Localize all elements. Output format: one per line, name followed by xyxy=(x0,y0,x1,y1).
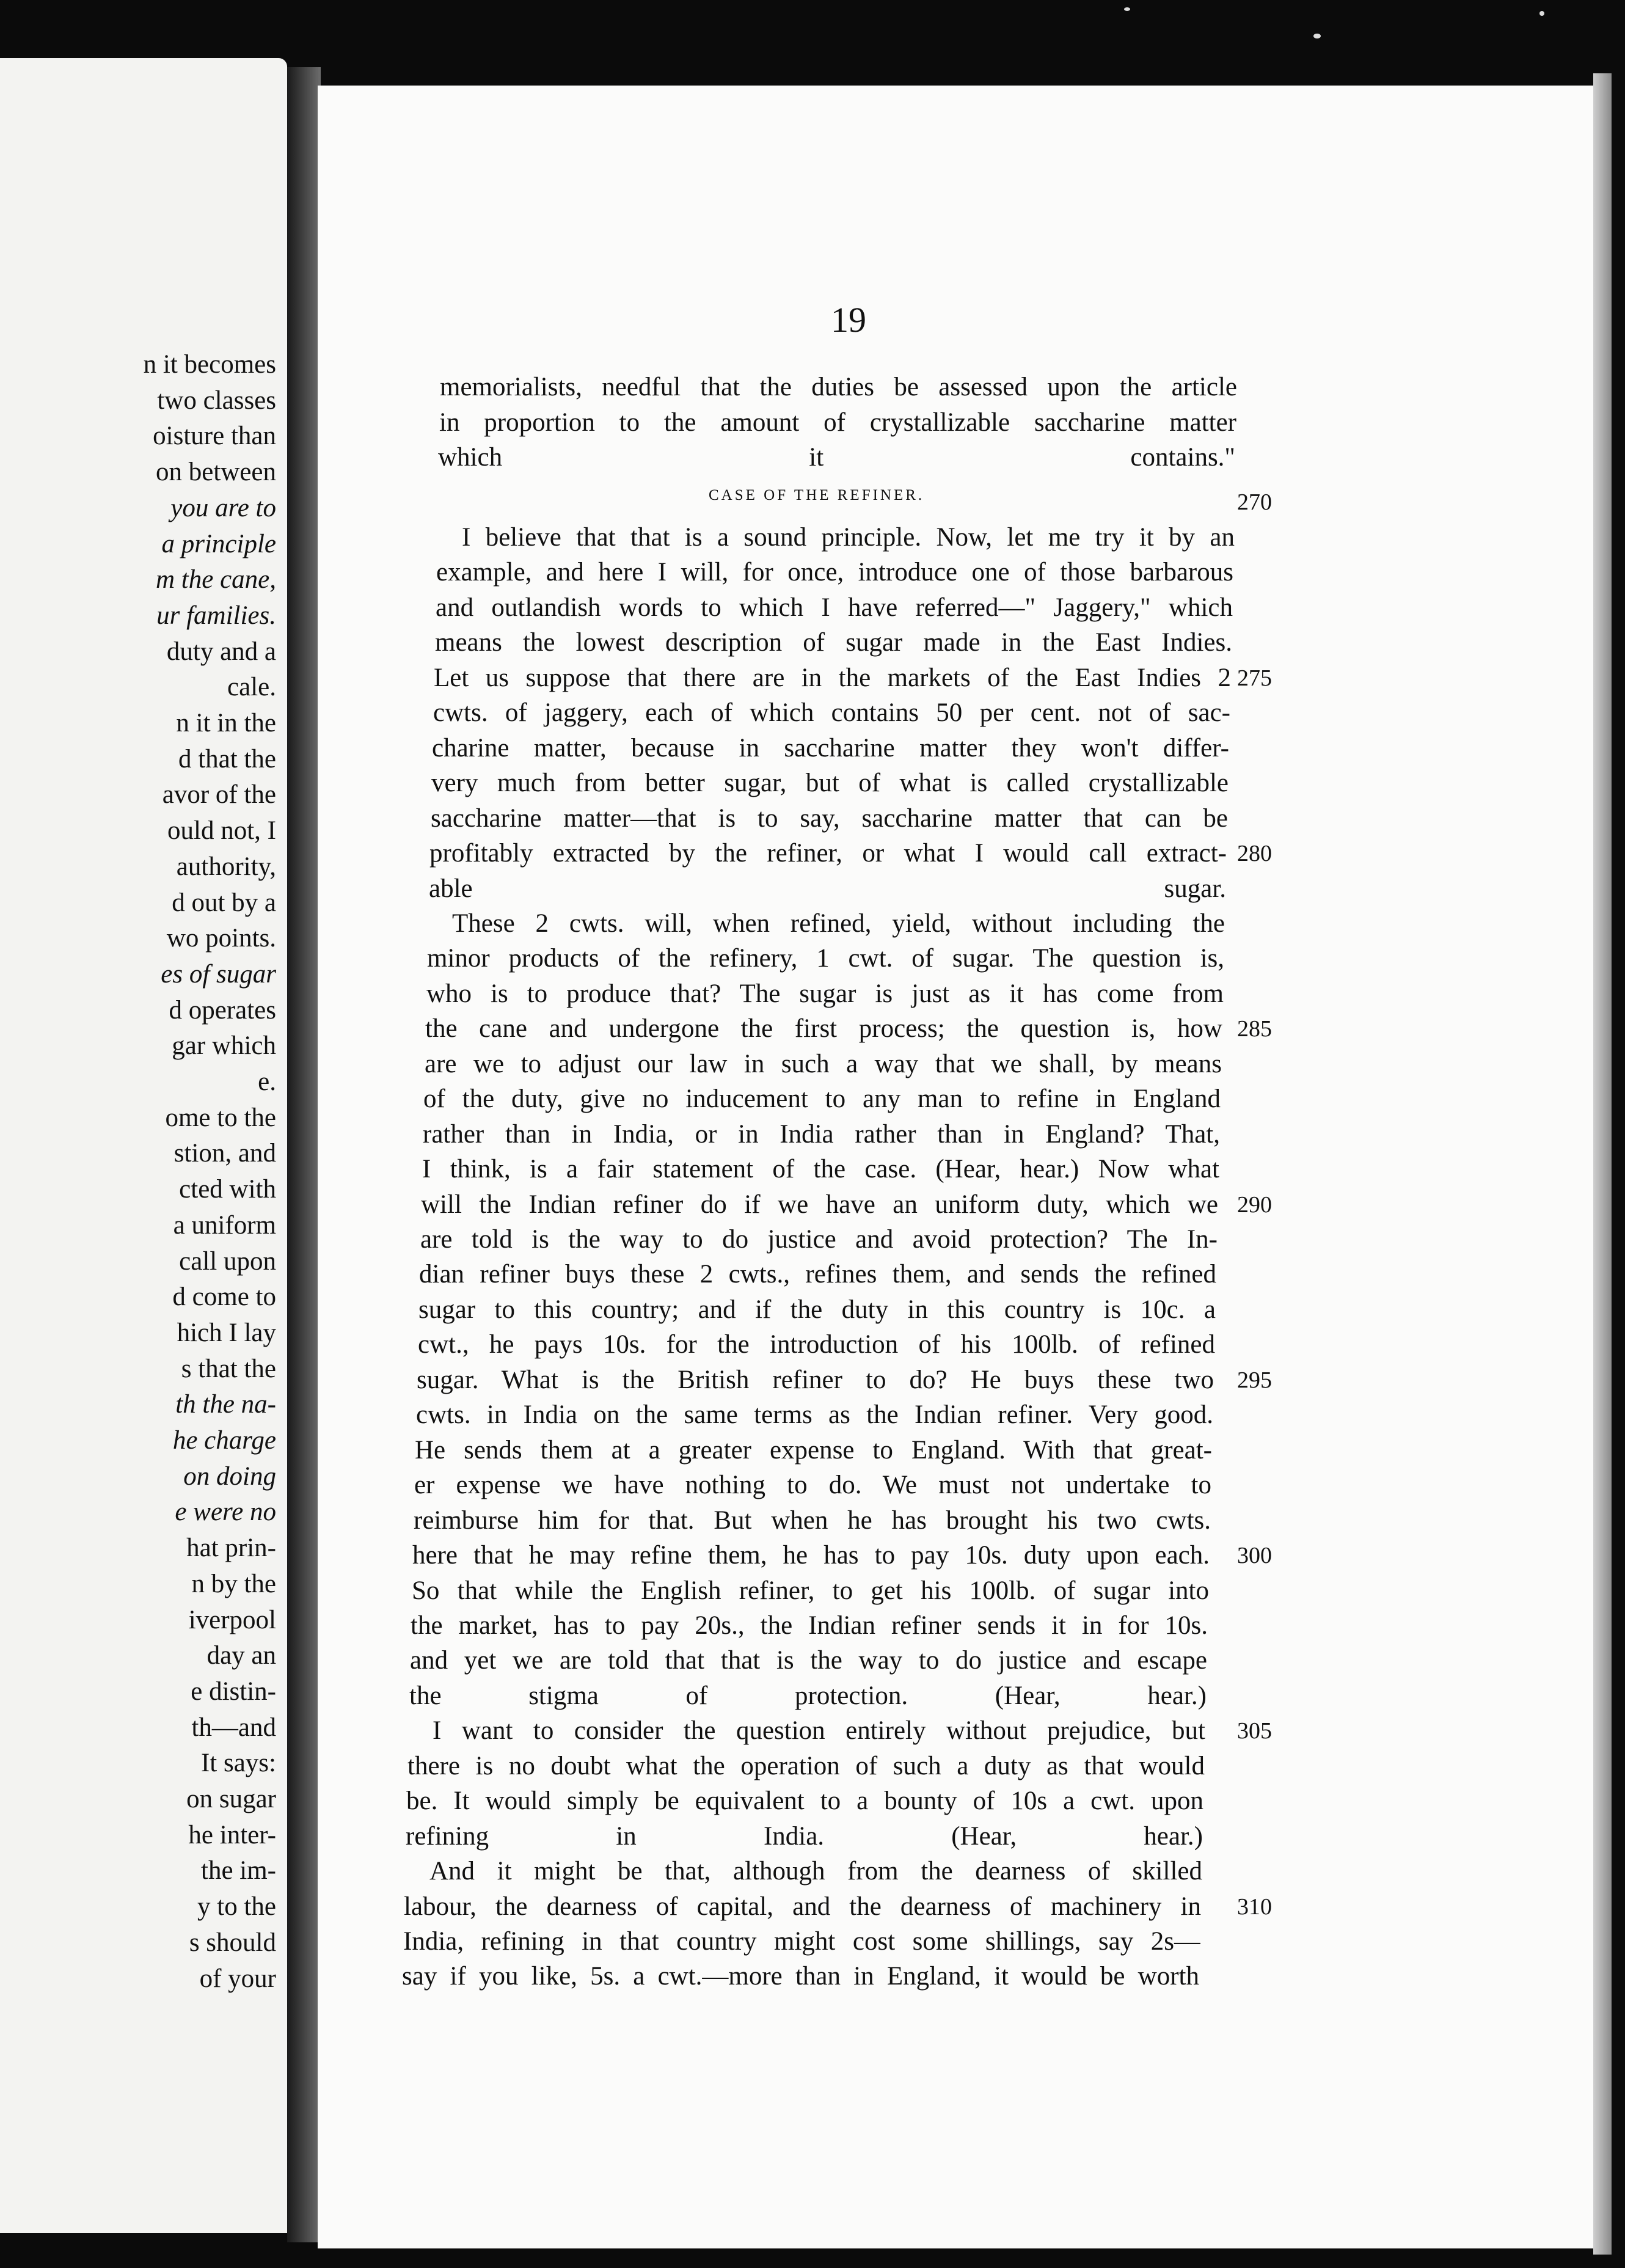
text-line: saccharine matter—that is to say, saccharine matter that can be xyxy=(431,805,1228,833)
text-line: the market, has to pay 20s., the Indian refiner sends it in for 10s. xyxy=(411,1612,1208,1640)
text-line: And it might be that, although from the dearness of skilled xyxy=(429,1858,1202,1886)
margin-line-number: 300 xyxy=(1237,1543,1272,1569)
left-page-line: es of sugar xyxy=(161,959,276,989)
left-page-line: s should xyxy=(189,1928,276,1957)
left-page-line: oisture than xyxy=(153,422,276,451)
left-page-line: the im- xyxy=(201,1856,276,1886)
left-page-line: on between xyxy=(155,458,276,487)
left-page-line: s that the xyxy=(181,1354,276,1383)
text-line: These 2 cwts. will, when refined, yield, without including the xyxy=(452,910,1225,938)
margin-line-number: 310 xyxy=(1237,1893,1272,1920)
left-facing-page xyxy=(0,58,287,2233)
left-page-line: d out by a xyxy=(172,888,276,917)
dust-speck xyxy=(1539,11,1544,16)
text-line: of the duty, give no inducement to any man to refine in England xyxy=(423,1086,1221,1114)
margin-line-number: 285 xyxy=(1237,1016,1272,1042)
left-page-line: m the cane, xyxy=(155,565,276,594)
text-line: profitably extracted by the refiner, or what I would call extract- xyxy=(429,840,1227,868)
text-line: reimburse him for that. But when he has brought his two cwts. xyxy=(414,1507,1211,1535)
book-gutter xyxy=(287,67,321,2242)
left-page-line: a uniform xyxy=(173,1210,276,1240)
left-page-line: n it becomes xyxy=(143,350,276,379)
left-page-line: you are to xyxy=(170,493,276,522)
text-line: memorialists, needful that the duties be assessed upon the article xyxy=(440,374,1237,401)
page-number: 19 xyxy=(831,300,866,340)
text-line: the cane and undergone the first process; the question is, how xyxy=(425,1015,1222,1044)
left-page-line: cted with xyxy=(179,1175,276,1204)
left-page-line: stion, and xyxy=(173,1139,276,1168)
margin-line-number: 280 xyxy=(1237,841,1272,867)
left-page-line: he charge xyxy=(172,1426,276,1455)
text-line: cwts. of jaggery, each of which contains 50 per cent. not of sac- xyxy=(433,700,1230,728)
text-line: minor products of the refinery, 1 cwt. of sugar. The question is, xyxy=(427,945,1224,973)
left-page-line: of your xyxy=(199,1964,276,1993)
left-page-line: th the na- xyxy=(175,1390,276,1419)
text-line: which it contains." xyxy=(438,444,1235,472)
left-page-line: n by the xyxy=(191,1569,276,1598)
margin-line-number: 275 xyxy=(1237,665,1272,691)
text-line: sugar. What is the British refiner to do? He buys these two xyxy=(417,1366,1214,1394)
left-page-line: hat prin- xyxy=(186,1534,276,1563)
left-page-line: he inter- xyxy=(188,1820,276,1849)
margin-line-number: 305 xyxy=(1237,1718,1272,1744)
left-page-line: authority, xyxy=(176,852,276,881)
left-page-line: ould not, I xyxy=(167,816,276,846)
left-page-line: ur families. xyxy=(156,601,276,630)
text-line: labour, the dearness of capital, and the dearness of machinery in xyxy=(404,1893,1201,1921)
text-line: I think, is a fair statement of the case. (Hear, hear.) Now what xyxy=(422,1156,1219,1184)
left-page-line: It says: xyxy=(200,1749,276,1778)
text-line: rather than in India, or in India rather than in England? That, xyxy=(423,1121,1220,1149)
left-page-line: ome to the xyxy=(165,1103,276,1132)
left-page-line: e distin- xyxy=(191,1677,276,1706)
text-line: the stigma of protection. (Hear, hear.) xyxy=(409,1682,1207,1710)
text-line: and yet we are told that that is the way to do justice and escape xyxy=(410,1647,1207,1675)
left-page-line: gar which xyxy=(172,1031,276,1061)
text-line: sugar to this country; and if the duty in this country is 10c. a xyxy=(418,1296,1216,1324)
left-page-line: call upon xyxy=(179,1246,276,1276)
margin-line-number: 290 xyxy=(1237,1191,1272,1218)
text-line: able sugar. xyxy=(429,875,1226,903)
left-page-line: e. xyxy=(258,1067,276,1096)
left-page-line: th—and xyxy=(191,1713,276,1742)
left-page-line: day an xyxy=(206,1641,276,1670)
text-line: cwt., he pays 10s. for the introduction of his 100lb. of refined xyxy=(418,1331,1215,1359)
left-page-line: d that the xyxy=(178,744,276,774)
text-line: er expense we have nothing to do. We must not undertake to xyxy=(414,1472,1211,1500)
dust-speck xyxy=(1124,7,1130,11)
left-page-line: e were no xyxy=(175,1498,276,1527)
left-page-line: iverpool xyxy=(188,1605,276,1634)
section-heading: CASE OF THE REFINER. xyxy=(709,487,925,503)
text-line: example, and here I will, for once, introduce one of those barbarous xyxy=(436,559,1233,587)
text-line: refining in India. (Hear, hear.) xyxy=(406,1823,1203,1851)
text-line: and outlandish words to which I have referred—" Jaggery," which xyxy=(436,594,1233,622)
left-page-line: cale. xyxy=(227,673,276,702)
text-line: be. It would simply be equivalent to a bounty of 10s a cwt. upon xyxy=(406,1788,1203,1816)
text-line: are told is the way to do justice and avoid protection? The In- xyxy=(420,1226,1218,1254)
left-page-line: d come to xyxy=(172,1282,276,1312)
text-line: India, refining in that country might cost some shillings, say 2s— xyxy=(403,1928,1200,1956)
left-page-line: y to the xyxy=(197,1892,276,1922)
left-page-line: a principle xyxy=(161,529,276,558)
text-line: will the Indian refiner do if we have an uniform duty, which we xyxy=(421,1191,1218,1219)
text-line: dian refiner buys these 2 cwts., refines them, and sends the refined xyxy=(419,1261,1216,1289)
left-page-line: d operates xyxy=(169,995,276,1025)
text-line: means the lowest description of sugar made in the East Indies. xyxy=(435,629,1232,657)
dust-speck xyxy=(1313,34,1321,38)
text-line: who is to produce that? The sugar is just as it has come from xyxy=(426,980,1224,1008)
text-line: cwts. in India on the same terms as the Indian refiner. Very good. xyxy=(416,1402,1213,1430)
text-line: very much from better sugar, but of what is called crystallizable xyxy=(431,770,1229,798)
left-page-line: on sugar xyxy=(186,1785,276,1813)
text-line: here that he may refine them, he has to pay 10s. duty upon each. xyxy=(412,1542,1210,1570)
left-page-line: n it in the xyxy=(176,709,276,737)
text-line: charine matter, because in saccharine matter they won't differ- xyxy=(432,734,1229,763)
text-line: there is no doubt what the operation of such a duty as that would xyxy=(407,1752,1205,1780)
text-line: are we to adjust our law in such a way that we shall, by means xyxy=(425,1050,1222,1078)
text-line: I believe that that is a sound principle. Now, let me try it by an xyxy=(462,524,1235,552)
left-page-line: wo points. xyxy=(166,924,276,953)
left-page-line: on doing xyxy=(183,1461,276,1491)
left-page-line: two classes xyxy=(157,386,276,415)
margin-line-number: 295 xyxy=(1237,1367,1272,1393)
text-line: Let us suppose that there are in the markets of the East Indies 2 xyxy=(434,664,1231,692)
text-line: He sends them at a greater expense to England. With that great- xyxy=(415,1436,1212,1465)
text-line: in proportion to the amount of crystallizable saccharine matter xyxy=(439,409,1236,437)
margin-line-number: 270 xyxy=(1237,489,1272,515)
text-line: say if you like, 5s. a cwt.—more than in England, it would be worth xyxy=(402,1963,1199,1991)
left-page-line: duty and a xyxy=(166,637,276,666)
left-page-line: avor of the xyxy=(162,780,276,810)
text-line: So that while the English refiner, to get his 100lb. of sugar into xyxy=(412,1577,1209,1605)
left-page-line: hich I lay xyxy=(177,1318,276,1347)
page-edge xyxy=(1593,73,1612,2255)
text-line: I want to consider the question entirely without prejudice, but xyxy=(433,1717,1205,1746)
